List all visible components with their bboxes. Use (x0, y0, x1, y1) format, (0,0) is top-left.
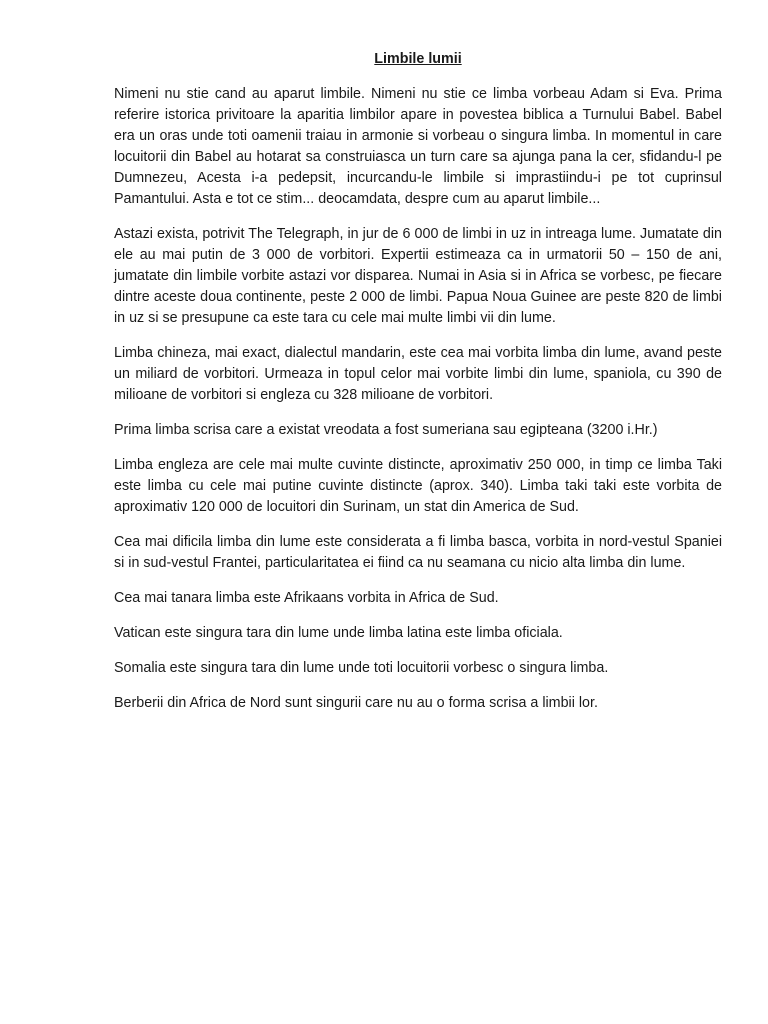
paragraph: Cea mai tanara limba este Afrikaans vorbita in Africa de Sud. (114, 590, 499, 606)
paragraph: Nimeni nu stie cand au aparut limbile. Nimeni nu stie ce limba vorbeau Adam si Eva. Prima referire istorica privitoare la aparitia limbilor apare in povestea biblica a Turnului Babel. Babel era un oras unde toti oamenii traiau in armonie si vorbeau o singura limba. In momentul in care locuitorii din Babel au hotarat sa construiasca un turn care sa ajunga pana la cer, sfidandu-l pe Dumnezeu, Acesta i-a pedepsit, incurcandu-le limbile si imprastiindu-i pe tot cuprinsul Pamantului. Asta e tot ce stim... deocamdata, despre cum au aparut limbile... (114, 86, 722, 207)
paragraph: Vatican este singura tara din lume unde limba latina este limba oficiala. (114, 625, 563, 641)
paragraph: Limba chineza, mai exact, dialectul mandarin, este cea mai vorbita limba din lume, avand peste un miliard de vorbitori. Urmeaza in topul celor mai vorbite limbi din lume, spaniola, cu 390 de milioane de vorbitori si engleza cu 328 milioane de vorbitori. (114, 345, 722, 403)
paragraph: Berberii din Africa de Nord sunt singurii care nu au o forma scrisa a limbii lor. (114, 695, 598, 711)
paragraph: Limba engleza are cele mai multe cuvinte distincte, aproximativ 250 000, in timp ce limba Taki este limba cu cele mai putine cuvinte distincte (aprox. 340). Limba taki taki este vorbita de aproximativ 120 000 de locuitori din Surinam, un stat din America de Sud. (114, 457, 722, 515)
document-title: Limbile lumii (374, 51, 462, 67)
paragraph: Prima limba scrisa care a existat vreodata a fost sumeriana sau egipteana (3200 i.Hr.) (114, 422, 658, 438)
paragraph: Cea mai dificila limba din lume este considerata a fi limba basca, vorbita in nord-vestul Spaniei si in sud-vestul Frantei, particularitatea ei fiind ca nu seamana cu nicio alta limba din lume. (114, 534, 722, 571)
paragraph: Astazi exista, potrivit The Telegraph, in jur de 6 000 de limbi in uz in intreaga lume. Jumatate din ele au mai putin de 3 000 de vorbitori. Expertii estimeaza ca in urmatorii 50 – 150 de ani, jumatate din limbile vorbite astazi vor disparea. Numai in Asia si in Africa se vorbesc, pe fiecare dintre aceste doua continente, peste 2 000 de limbi. Papua Noua Guinee are peste 820 de limbi in uz si se presupune ca este tara cu cele mai multe limbi vii din lume. (114, 226, 722, 326)
paragraph: Somalia este singura tara din lume unde toti locuitorii vorbesc o singura limba. (114, 660, 609, 676)
document-body (114, 50, 722, 728)
